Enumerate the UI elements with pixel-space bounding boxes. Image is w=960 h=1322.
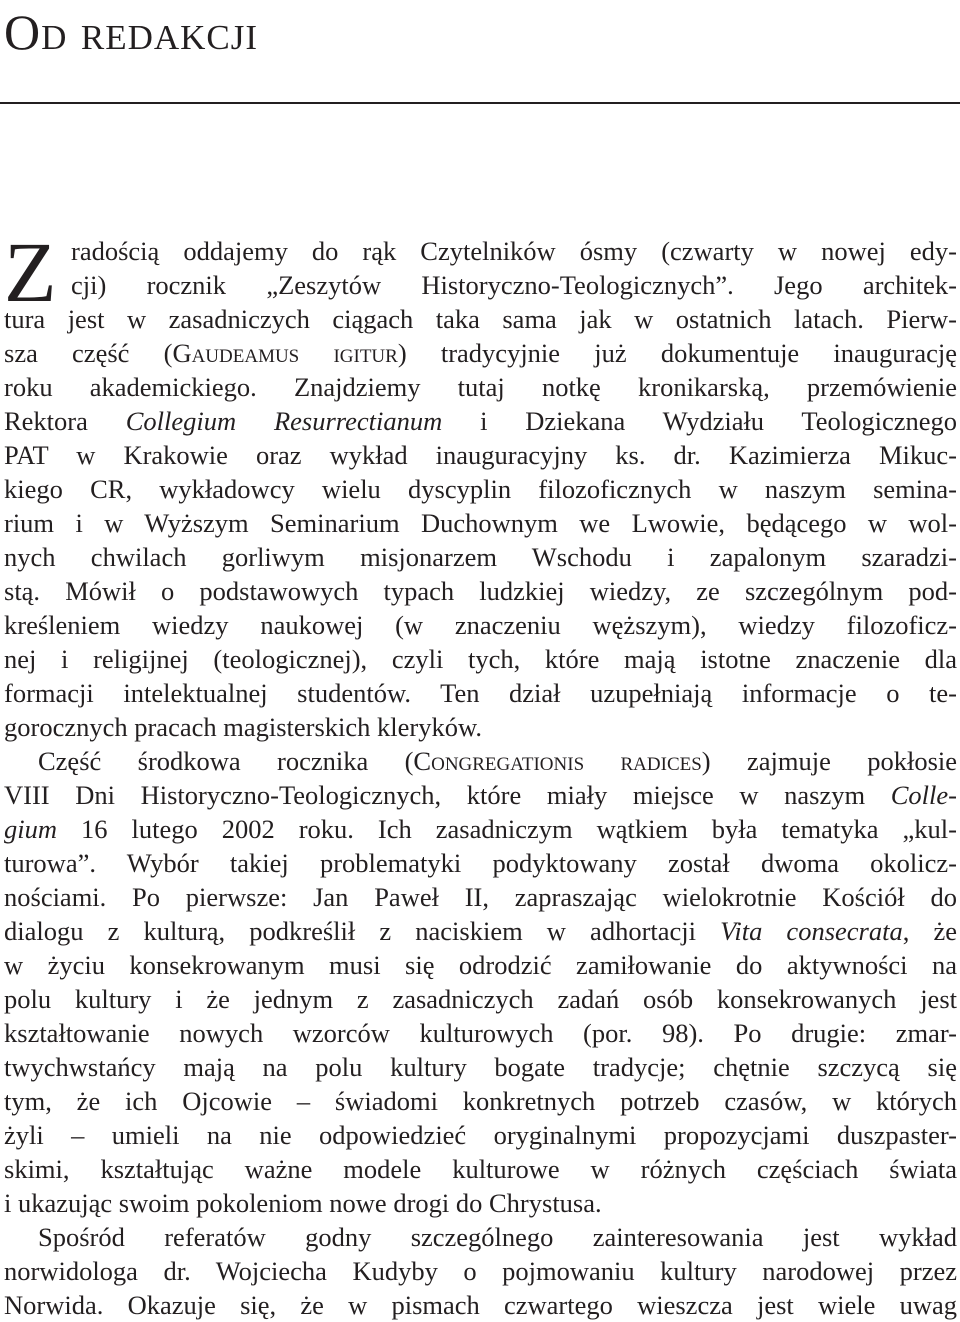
text-segment: rium i w Wyższym Seminarium Duchownym we Lwowie, będącego w wol-: [4, 508, 957, 538]
text-segment: turowa”. Wybór takiej problematyki podyktowany został dwoma okolicz-: [4, 848, 957, 878]
text-segment: tym, że ich Ojcowie – świadomi konkretnych potrzeb czasów, w których: [4, 1086, 957, 1116]
text-segment: VIII Dni Historyczno-Teologicznych, które miały miejsce w naszym: [4, 780, 891, 810]
text-line: [4, 812, 957, 846]
text-segment: polu kultury i że jednym z zasadniczych zadań osób konsekrowanych jest: [4, 984, 957, 1014]
text-segment: ) tradycyjnie już dokumentuje inaugurację: [397, 338, 957, 368]
text-line: [4, 404, 957, 438]
page-title: Od redakcji: [4, 4, 259, 60]
text-segment: nej i religijnej (teologicznej), czyli tych, które mają istotne znaczenie dla: [4, 644, 957, 674]
text-segment: PAT w Krakowie oraz wykład inauguracyjny ks. dr. Kazimierza Mikuc-: [4, 440, 957, 470]
text-segment: nych chwilach gorliwym misjonarzem Wschodu i zapalonym szaradzi-: [4, 542, 957, 572]
text-segment: Spośród referatów godny szczególnego zainteresowania jest wykład: [38, 1222, 957, 1252]
text-line: [4, 880, 957, 914]
text-segment: Norwida. Okazuje się, że w pismach czwartego wieszcza jest wiele uwag: [4, 1290, 957, 1320]
text-line: [4, 1186, 957, 1220]
text-segment: skimi, kształtując ważne modele kulturowe w różnych częściach świata: [4, 1154, 957, 1184]
small-caps-text: Congregationis radices: [413, 746, 702, 776]
text-line: [4, 608, 957, 642]
text-line: [4, 1118, 957, 1152]
text-segment: stą. Mówił o podstawowych typach ludzkiej wiedzy, ze szczególnym pod-: [4, 576, 957, 606]
text-line: [4, 506, 957, 540]
text-line: [4, 1050, 957, 1084]
text-line: [4, 676, 957, 710]
text-segment: sza część (: [4, 338, 173, 368]
text-line: [4, 1152, 957, 1186]
text-line: [4, 1254, 957, 1288]
text-segment: , że: [902, 916, 957, 946]
text-line: [4, 234, 957, 268]
text-line: [4, 1084, 957, 1118]
text-segment: Część środkowa rocznika (: [38, 746, 414, 776]
text-segment: i Dziekana Wydziału Teologicznego: [442, 406, 958, 436]
text-line: [4, 1016, 957, 1050]
text-segment: Rektora: [4, 406, 126, 436]
drop-cap: Z: [4, 224, 57, 320]
text-line: [4, 744, 957, 778]
title-divider: [0, 102, 960, 104]
text-line: [4, 982, 957, 1016]
text-line: [4, 370, 957, 404]
text-line: [4, 336, 957, 370]
text-segment: kreśleniem wiedzy naukowej (w znaczeniu węższym), wiedzy filozoficz-: [4, 610, 957, 640]
text-line: [4, 438, 957, 472]
text-line: [4, 1288, 957, 1322]
text-segment: i ukazując swoim pokoleniom nowe drogi do Chrystusa.: [4, 1188, 602, 1218]
text-line: [4, 268, 957, 302]
text-segment: formacji intelektualnej studentów. Ten dział uzupełniają informacje o te-: [4, 678, 957, 708]
text-line: [4, 710, 957, 744]
small-caps-text: Gaudeamus igitur: [172, 338, 398, 368]
text-line: [4, 540, 957, 574]
text-segment: twychwstańcy mają na polu kultury bogate tradycje; chętnie szczycą się: [4, 1052, 957, 1082]
text-segment: tura jest w zasadniczych ciągach taka sama jak w ostatnich latach. Pierw-: [4, 304, 957, 334]
text-segment: cji) rocznik „Zeszytów Historyczno-Teologicznych”. Jego architek-: [71, 270, 957, 300]
text-segment: roku akademickiego. Znajdziemy tutaj notkę kronikarską, przemówienie: [4, 372, 957, 402]
text-line: [4, 914, 957, 948]
text-segment: 16 lutego 2002 roku. Ich zasadniczym wątkiem była tematyka „kul-: [57, 814, 957, 844]
text-segment: nościami. Po pierwsze: Jan Paweł II, zapraszając wielokrotnie Kościół do: [4, 882, 957, 912]
text-segment: norwidologa dr. Wojciecha Kudyby o pojmowaniu kultury narodowej przez: [4, 1256, 957, 1286]
italic-text: Vita consecrata: [720, 916, 903, 946]
text-segment: gorocznych pracach magisterskich kleryków.: [4, 712, 483, 742]
text-segment: kształtowanie nowych wzorców kulturowych (por. 98). Po drugie: zmar-: [4, 1018, 957, 1048]
italic-text: gium: [4, 814, 57, 844]
text-segment: ) zajmuje pokłosie: [701, 746, 958, 776]
text-line: [4, 1220, 957, 1254]
text-line: [4, 948, 957, 982]
text-line: [4, 778, 957, 812]
text-segment: żyli – umieli na nie odpowiedzieć oryginalnymi propozycjami duszpaster-: [4, 1120, 957, 1150]
text-segment: dialogu z kulturą, podkreślił z naciskiem w adhortacji: [4, 916, 721, 946]
text-segment: kiego CR, wykładowcy wielu dyscyplin filozoficznych w naszym semina-: [4, 474, 957, 504]
italic-text: Colle-: [890, 780, 957, 810]
article-body: [4, 224, 958, 1322]
text-segment: radością oddajemy do rąk Czytelników ósmy (czwarty w nowej edy-: [71, 236, 957, 266]
text-line: [4, 642, 957, 676]
italic-text: Collegium Resurrectianum: [125, 406, 443, 436]
text-line: [4, 302, 957, 336]
text-line: [4, 846, 957, 880]
text-line: [4, 472, 957, 506]
text-segment: w życiu konsekrowanym musi się odrodzić zamiłowanie do aktywności na: [4, 950, 957, 980]
text-line: [4, 574, 957, 608]
